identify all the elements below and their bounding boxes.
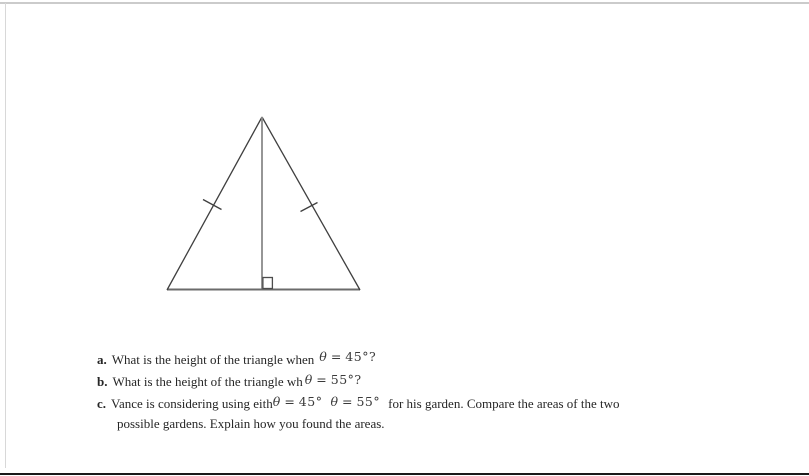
question-b-text: What is the height of the triangle wh: [112, 374, 303, 389]
equals-sign: =: [284, 394, 295, 409]
question-c-text: Vance is considering using eith: [111, 396, 273, 411]
equals-sign: =: [330, 349, 342, 364]
equals-sign: =: [341, 394, 353, 409]
question-c-text-after: for his garden. Compare the areas of the two: [388, 396, 620, 411]
question-c-math-1: [273, 394, 323, 409]
question-b-label: b.: [97, 374, 108, 389]
question-a: [97, 347, 757, 370]
question-a-text: What is the height of the triangle when: [111, 352, 315, 367]
question-list: [97, 347, 757, 434]
angle-value: 55°: [356, 394, 381, 409]
question-a-label: a.: [97, 352, 107, 367]
question-a-math: [319, 349, 376, 364]
question-c-text-line2: possible gardens. Explain how you found the areas.: [117, 416, 385, 431]
theta-symbol: θ: [330, 394, 338, 409]
question-b: [97, 370, 757, 392]
theta-symbol: θ: [304, 372, 313, 387]
page-left-border: [5, 3, 6, 468]
triangle-right-side: [262, 117, 360, 290]
triangle-left-side: [167, 117, 262, 290]
theta-symbol: θ: [319, 349, 327, 364]
theta-symbol: θ: [272, 394, 281, 409]
angle-value: 55°?: [330, 372, 362, 387]
page-bottom-border: [0, 473, 809, 475]
angle-value: 45°: [298, 394, 323, 409]
question-c-math-2: [330, 394, 380, 409]
page-top-border: [0, 2, 809, 4]
question-c-label: c.: [97, 396, 107, 411]
question-b-math: [305, 372, 362, 387]
question-c: [97, 392, 757, 434]
equals-sign: =: [316, 372, 327, 387]
isosceles-triangle-figure: [150, 100, 380, 305]
right-angle-mark: [263, 278, 273, 289]
angle-value: 45°?: [345, 349, 377, 364]
